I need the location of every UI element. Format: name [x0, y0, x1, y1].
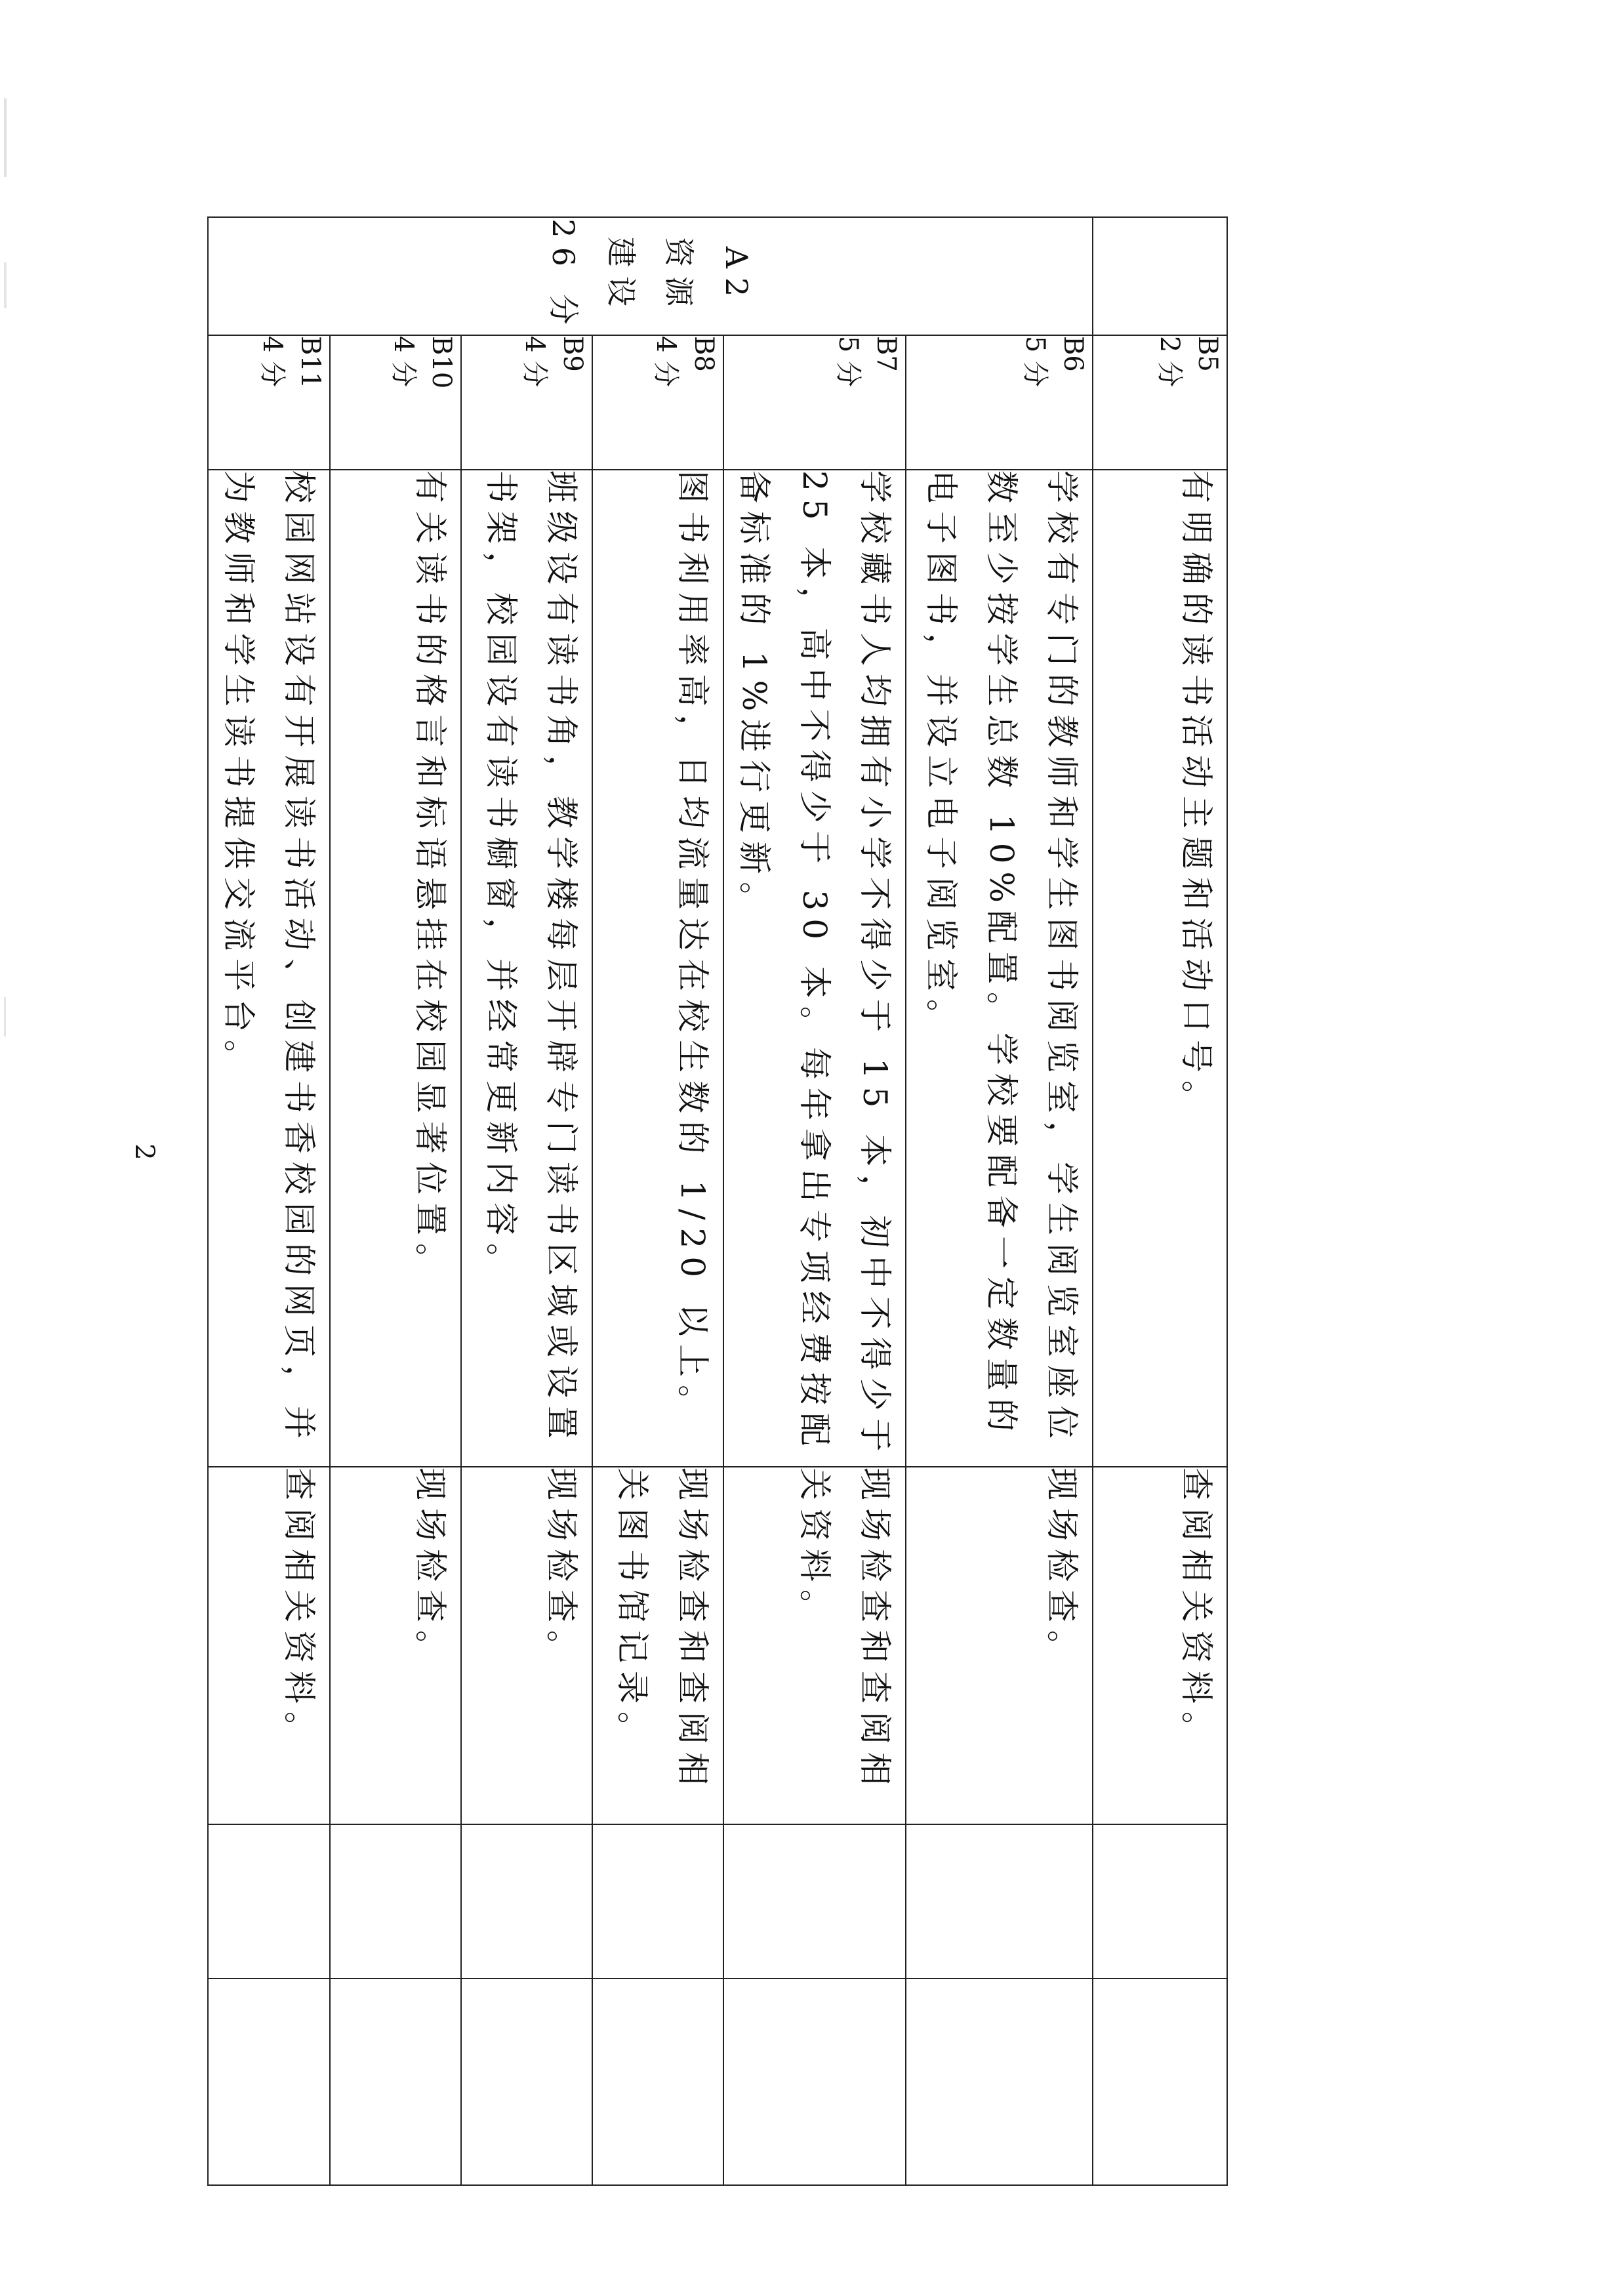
evaluation-table [207, 216, 1228, 2186]
section-title-2: 建设 [603, 237, 639, 316]
section-cell [208, 217, 1093, 335]
item-code: B8 [689, 336, 719, 372]
remark-cell [906, 1978, 1093, 2185]
item-code-cell [723, 335, 906, 470]
section-code: A2 [719, 246, 755, 306]
table-row [208, 217, 330, 2185]
item-description: 有明确的读书活动主题和活动口号。 [1093, 470, 1227, 1467]
item-code-cell [208, 335, 330, 470]
rotated-table-wrapper [220, 216, 1228, 2184]
scan-artifact [4, 997, 6, 1036]
remark-cell [461, 1978, 592, 2185]
item-code: B9 [558, 336, 588, 372]
item-description: 图书利用率高，日均流量达在校生数的 1/20 以上。 [592, 470, 723, 1467]
remark-cell [330, 1978, 461, 2185]
item-description: 学校藏书人均拥有小学不得少于 15 本，初中不得少于 25 本，高中不得少于 30 本。每年拿出专项经费按配备标准的 1%进行更新。 [723, 470, 906, 1467]
section-label [535, 218, 766, 333]
item-score: 2 分 [1154, 336, 1185, 388]
table-row [723, 217, 906, 2185]
table-row [330, 217, 461, 2185]
item-check-method: 现场检查。 [906, 1467, 1093, 1824]
item-code-cell [461, 335, 592, 470]
score-cell [723, 1824, 906, 1978]
item-code-cell [592, 335, 723, 470]
item-code-cell [906, 335, 1093, 470]
score-cell [208, 1824, 330, 1978]
item-check-method: 现场检查和查阅相关资料。 [723, 1467, 906, 1824]
item-description: 有关读书的格言和标语悬挂在校园显著位置。 [330, 470, 461, 1467]
scan-artifact [4, 262, 7, 308]
item-score: 4 分 [388, 336, 418, 388]
item-code-cell [1093, 335, 1227, 470]
remark-cell [208, 1978, 330, 2185]
item-check-method: 查阅相关资料。 [1093, 1467, 1227, 1824]
remark-cell [1093, 1978, 1227, 2185]
table-row [461, 217, 592, 2185]
item-check-method: 现场检查。 [330, 1467, 461, 1824]
score-cell [1093, 1824, 1227, 1978]
item-code-cell [330, 335, 461, 470]
table-row [592, 217, 723, 2185]
item-code: B7 [871, 336, 901, 372]
item-score: 4 分 [257, 336, 287, 388]
item-score: 5 分 [1020, 336, 1050, 388]
page-number: 2 [129, 1143, 159, 1160]
remark-cell [723, 1978, 906, 2185]
table-row [906, 217, 1093, 2185]
item-score: 4 分 [651, 336, 681, 388]
item-code: B11 [295, 336, 325, 389]
item-score: 4 分 [519, 336, 550, 388]
item-score: 5 分 [833, 336, 863, 388]
item-description: 班级设有读书角，教学楼每层开辟专门读书区域或设置书架，校园设有读书橱窗，并经常更新内容。 [461, 470, 592, 1467]
item-code: B5 [1192, 336, 1223, 372]
section-cell-top [1093, 217, 1227, 335]
item-description: 学校有专门的教师和学生图书阅览室，学生阅览室座位数至少按学生总数 10%配置。学校要配备一定数量的电子图书，并设立电子阅览室。 [906, 470, 1093, 1467]
remark-cell [592, 1978, 723, 2185]
score-cell [461, 1824, 592, 1978]
item-description: 校园网站设有开展读书活动、创建书香校园的网页，并为教师和学生读书提供交流平台。 [208, 470, 330, 1467]
item-check-method: 现场检查。 [461, 1467, 592, 1824]
item-code: B6 [1058, 336, 1088, 372]
item-code: B10 [426, 336, 456, 389]
section-score: 26 分 [546, 218, 582, 334]
score-cell [906, 1824, 1093, 1978]
score-cell [592, 1824, 723, 1978]
table-row [1093, 217, 1227, 2185]
scan-artifact [4, 98, 7, 177]
item-check-method: 查阅相关资料。 [208, 1467, 330, 1824]
score-cell [330, 1824, 461, 1978]
section-title-1: 资源 [661, 237, 697, 316]
item-check-method: 现场检查和查阅相关图书馆记录。 [592, 1467, 723, 1824]
